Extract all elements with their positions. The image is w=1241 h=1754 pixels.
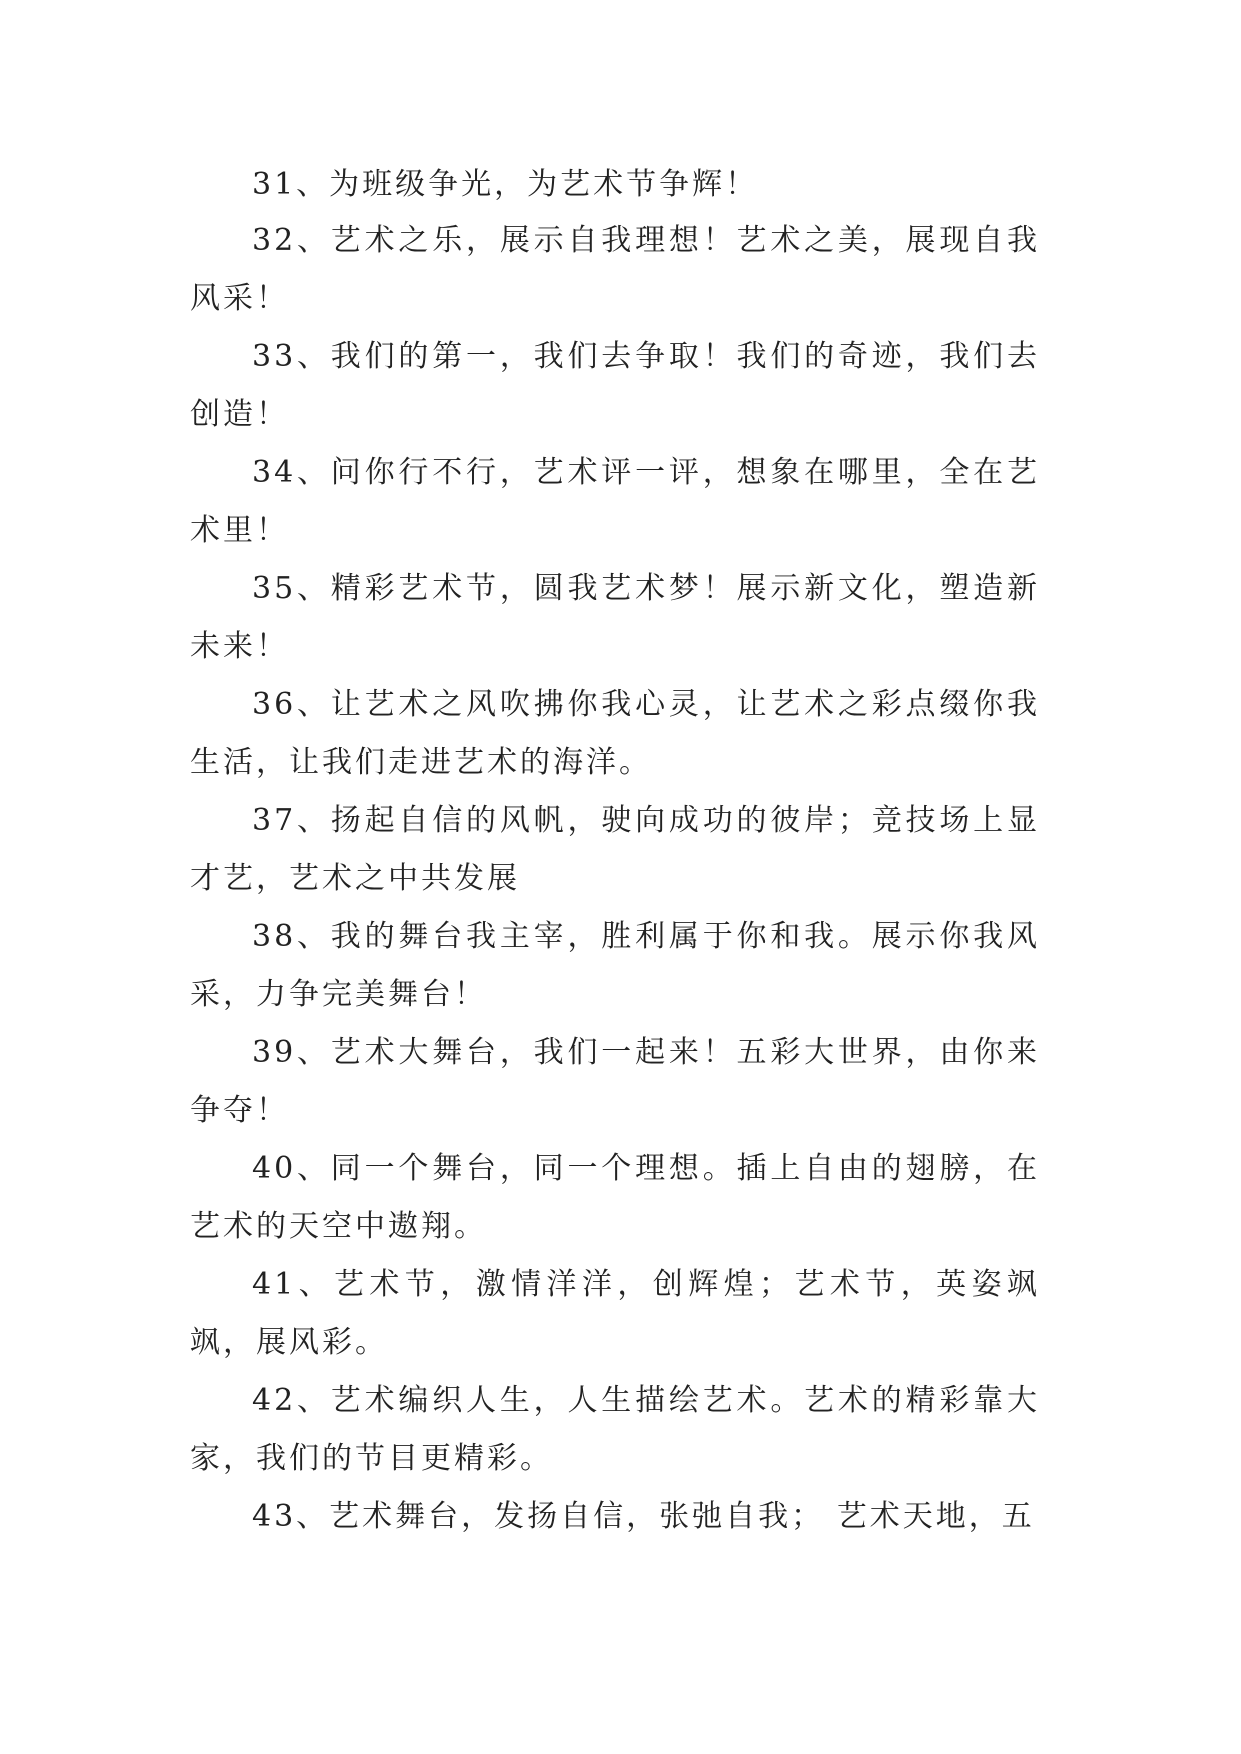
slogan-item-43: 43、艺术舞台，发扬自信，张弛自我； 艺术天地，五 — [252, 1499, 1035, 1534]
slogan-item-32: 32、艺术之乐，展示自我理想！艺术之美，展现自我风采！ — [190, 223, 1040, 316]
slogan-item-40: 40、同一个舞台，同一个理想。插上自由的翅膀，在艺术的天空中遨翔。 — [190, 1151, 1040, 1244]
slogan-item-31: 31、为班级争光，为艺术节争辉！ — [252, 167, 759, 202]
slogan-item-33: 33、我们的第一，我们去争取！我们的奇迹，我们去创造！ — [190, 339, 1040, 432]
slogan-item-39: 39、艺术大舞台，我们一起来！五彩大世界，由你来争夺！ — [190, 1035, 1040, 1128]
slogan-item-36: 36、让艺术之风吹拂你我心灵，让艺术之彩点缀你我生活，让我们走进艺术的海洋。 — [190, 687, 1040, 780]
slogan-item-42: 42、艺术编织人生，人生描绘艺术。艺术的精彩靠大家，我们的节目更精彩。 — [190, 1383, 1040, 1476]
slogan-item-37: 37、扬起自信的风帆，驶向成功的彼岸；竞技场上显才艺，艺术之中共发展 — [190, 803, 1040, 896]
slogan-item-35: 35、精彩艺术节，圆我艺术梦！展示新文化，塑造新未来！ — [190, 571, 1040, 664]
slogan-item-38: 38、我的舞台我主宰，胜利属于你和我。展示你我风采，力争完美舞台！ — [190, 919, 1040, 1012]
slogan-item-34: 34、问你行不行，艺术评一评，想象在哪里，全在艺术里！ — [190, 455, 1040, 548]
slogan-item-41: 41、艺术节，激情洋洋，创辉煌；艺术节，英姿飒飒，展风彩。 — [190, 1267, 1040, 1360]
